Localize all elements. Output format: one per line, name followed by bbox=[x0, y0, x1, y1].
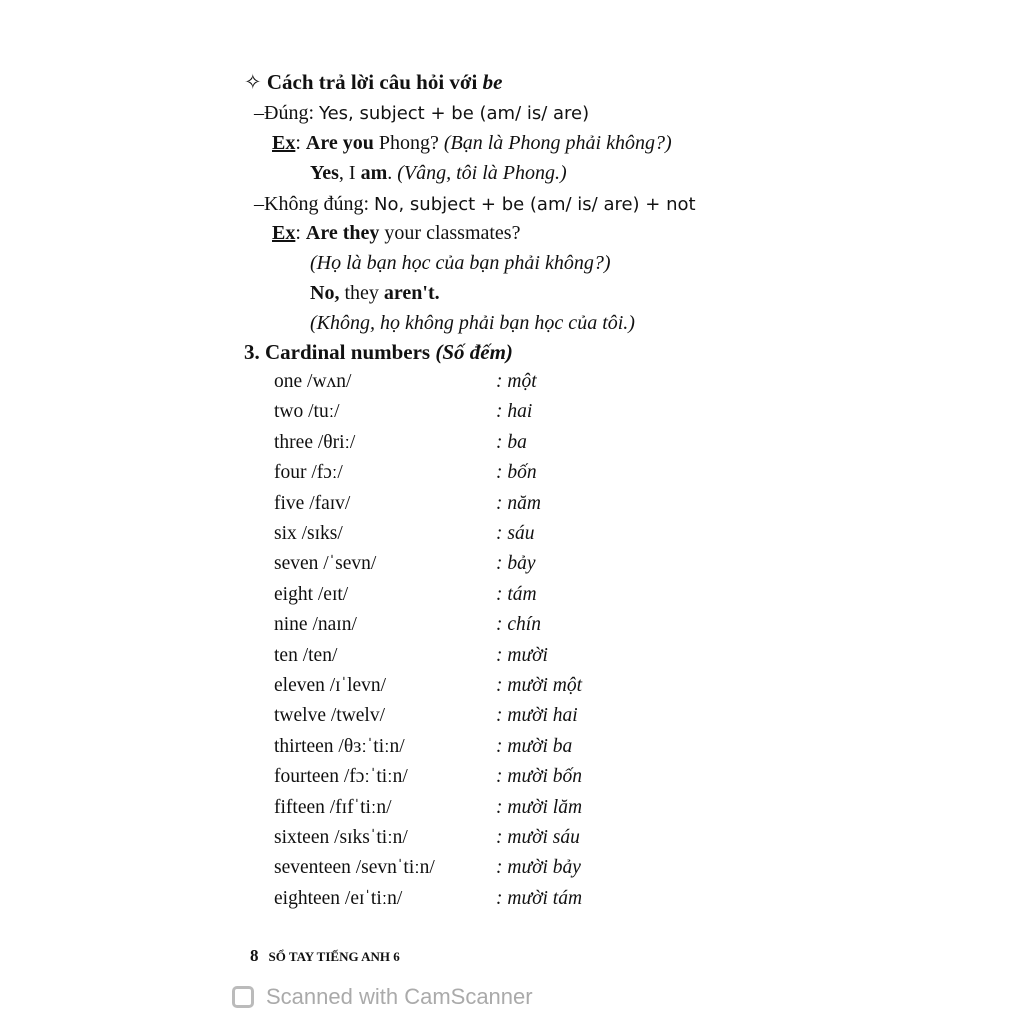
affirmative-rule: –Đúng: Yes, subject + be (am/ is/ are) bbox=[254, 102, 590, 124]
number-vietnamese: : năm bbox=[496, 492, 541, 514]
camscanner-logo-icon bbox=[232, 986, 254, 1008]
example-2-answer-translation: (Không, họ không phải bạn học của tôi.) bbox=[310, 312, 635, 334]
number-english: eight /eɪt/ bbox=[274, 583, 349, 605]
number-vietnamese: : mười bảy bbox=[496, 857, 581, 879]
number-vietnamese: : bảy bbox=[496, 553, 536, 575]
number-vietnamese: : một bbox=[496, 371, 537, 392]
number-vietnamese: : chín bbox=[496, 614, 541, 636]
number-vietnamese: : mười một bbox=[496, 675, 583, 696]
number-english: two /tuː/ bbox=[274, 401, 340, 423]
number-english: eleven /ɪˈlevn/ bbox=[274, 675, 387, 696]
number-vietnamese: : sáu bbox=[496, 523, 535, 544]
example-2-answer: No, they aren't. bbox=[310, 282, 440, 304]
number-english: ten /ten/ bbox=[274, 644, 338, 666]
number-vietnamese: : mười ba bbox=[496, 735, 573, 757]
number-english: four /fɔː/ bbox=[274, 462, 343, 484]
book-title: SỔ TAY TIẾNG ANH 6 bbox=[268, 949, 400, 964]
number-english: seventeen /sevnˈtiːn/ bbox=[274, 857, 435, 879]
number-english: fourteen /fɔːˈtiːn/ bbox=[274, 766, 408, 788]
number-english: twelve /twelv/ bbox=[274, 705, 386, 727]
section-heading: ✧ Cách trả lời câu hỏi với be bbox=[244, 70, 503, 94]
number-vietnamese: : mười bbox=[496, 644, 548, 666]
number-vietnamese: : mười lăm bbox=[496, 796, 583, 818]
camscanner-watermark: Scanned with CamScanner bbox=[266, 984, 533, 1009]
diamond-icon: ✧ bbox=[244, 70, 262, 94]
example-2-question: Ex: Are they your classmates? bbox=[272, 222, 521, 244]
example-1-answer: Yes, I am. (Vâng, tôi là Phong.) bbox=[310, 162, 567, 184]
number-english: six /sɪks/ bbox=[274, 523, 343, 544]
page-number: 8 bbox=[250, 946, 259, 965]
example-2-question-translation: (Họ là bạn học của bạn phải không?) bbox=[310, 252, 611, 274]
number-english: eighteen /eɪˈtiːn/ bbox=[274, 887, 403, 909]
page-footer bbox=[250, 946, 400, 967]
number-english: sixteen /sɪksˈtiːn/ bbox=[274, 827, 408, 848]
number-vietnamese: : mười hai bbox=[496, 705, 578, 727]
number-english: fifteen /fɪfˈtiːn/ bbox=[274, 796, 392, 818]
number-vietnamese: : mười tám bbox=[496, 887, 583, 909]
number-english: thirteen /θɜːˈtiːn/ bbox=[274, 735, 405, 757]
number-vietnamese: : bốn bbox=[496, 462, 537, 484]
number-english: five /faɪv/ bbox=[274, 492, 351, 514]
number-english: three /θriː/ bbox=[274, 431, 356, 453]
section-3-title: 3. Cardinal numbers (Số đếm) bbox=[244, 340, 513, 364]
number-english: seven /ˈsevn/ bbox=[274, 553, 377, 575]
number-vietnamese: : hai bbox=[496, 401, 533, 423]
number-english: one /wʌn/ bbox=[274, 371, 352, 392]
number-vietnamese: : ba bbox=[496, 431, 527, 453]
example-1-question: Ex: Are you Phong? (Bạn là Phong phải không?) bbox=[272, 132, 672, 154]
number-vietnamese: : tám bbox=[496, 583, 537, 605]
number-vietnamese: : mười sáu bbox=[496, 827, 580, 848]
number-english: nine /naɪn/ bbox=[274, 614, 357, 636]
number-vietnamese: : mười bốn bbox=[496, 766, 583, 788]
negative-rule: –Không đúng: No, subject + be (am/ is/ are) + not bbox=[254, 193, 696, 215]
